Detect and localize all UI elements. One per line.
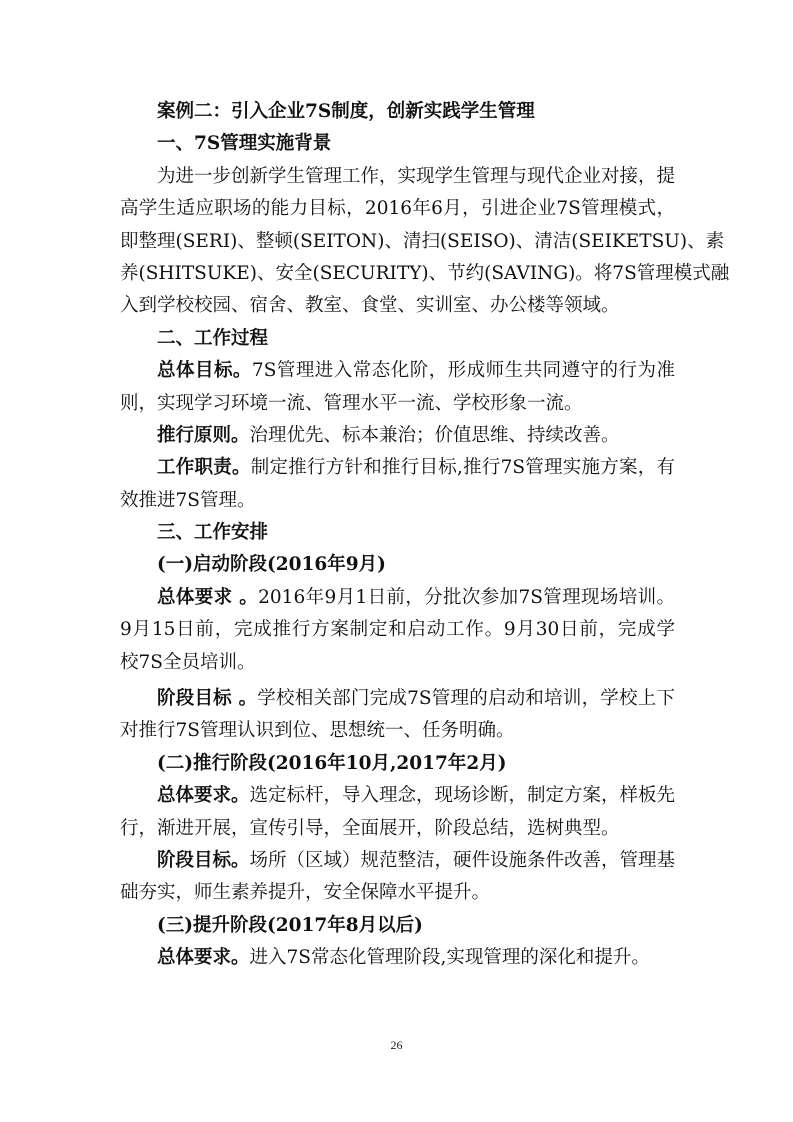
principle-text: 治理优先、标本兼治；价值思维、持续改善。 [249,424,620,446]
phase1-goal [120,683,675,715]
phase3-req-text: 进入7S常态化管理阶段,实现管理的深化和提升。 [249,947,650,969]
paragraph-line: 养(SHITSUKE)、安全(SECURITY)、节约(SAVING)。将7S管理模式融 [120,262,730,284]
phase2-req-text: 选定标杆，导入理念，现场诊断，制定方案，样板先 [249,785,676,807]
principle-paragraph [120,420,675,452]
paragraph-line: 高学生适应职场的能力目标，2016年6月，引进企业7S管理模式， [120,198,675,220]
phase1-requirement [120,582,675,614]
phase1-goal-label: 阶段目标 。 [157,688,258,710]
section-heading-3: 三、工作安排 [157,522,269,544]
paragraph-line: 行，渐进开展，宣传引导，全面展开，阶段总结，选树典型。 [120,817,620,839]
paragraph-line: 即整理(SERI)、整顿(SEITON)、清扫(SEISO)、清洁(SEIKETSU)、素 [120,230,725,252]
duty-paragraph [120,452,675,484]
phase3-heading: (三)提升阶段(2017年8月以后) [157,914,423,936]
paragraph-line: 9月15日前，完成推行方案制定和启动工作。9月30日前，完成学 [120,619,675,641]
phase1-goal-text: 学校相关部门完成7S管理的启动和培训，学校上下 [257,688,675,710]
paragraph-line: 效推进7S管理。 [120,489,256,511]
phase3-requirement [120,942,675,974]
goal-paragraph [120,355,675,387]
page-number: 26 [390,1038,403,1052]
phase2-requirement [120,780,675,812]
duty-label: 工作职责。 [157,457,251,479]
page-content [120,96,730,975]
principle-label: 推行原则。 [157,424,250,446]
phase2-goal-label: 阶段目标。 [157,849,250,871]
paragraph-line: 校7S全员培训。 [120,651,256,673]
paragraph-line: 入到学校校园、宿舍、教室、食堂、实训室、办公楼等领域。 [120,295,620,317]
paragraph-line: 为进一步创新学生管理工作，实现学生管理与现代企业对接，提 [157,165,676,187]
phase1-req-label: 总体要求 。 [157,586,259,608]
duty-text: 制定推行方针和推行目标,推行7S管理实施方案，有 [250,457,675,479]
phase2-goal [120,845,675,877]
section-heading-2: 二、工作过程 [157,327,269,349]
goal-label: 总体目标。 [157,360,252,382]
phase1-heading: (一)启动阶段(2016年9月) [157,554,386,576]
phase3-req-label: 总体要求。 [157,947,250,969]
phase1-req-text: 2016年9月1日前，分批次参加7S管理现场培训。 [258,586,675,608]
phase2-heading: (二)推行阶段(2016年10月,2017年2月) [157,752,507,774]
paragraph-line: 则，实现学习环境一流、管理水平一流、学校形象一流。 [120,392,583,414]
section-heading-1: 一、7S管理实施背景 [157,133,332,155]
paragraph-line: 础夯实，师生素养提升，安全保障水平提升。 [120,882,491,904]
phase2-req-label: 总体要求。 [157,785,250,807]
goal-text: 7S管理进入常态化阶，形成师生共同遵守的行为准 [251,360,675,382]
case-title: 案例二：引入企业7S制度，创新实践学生管理 [157,101,535,122]
phase2-goal-text: 场所（区域）规范整洁，硬件设施条件改善，管理基 [249,849,676,871]
paragraph-line: 对推行7S管理认识到位、思想统一、任务明确。 [120,720,515,742]
